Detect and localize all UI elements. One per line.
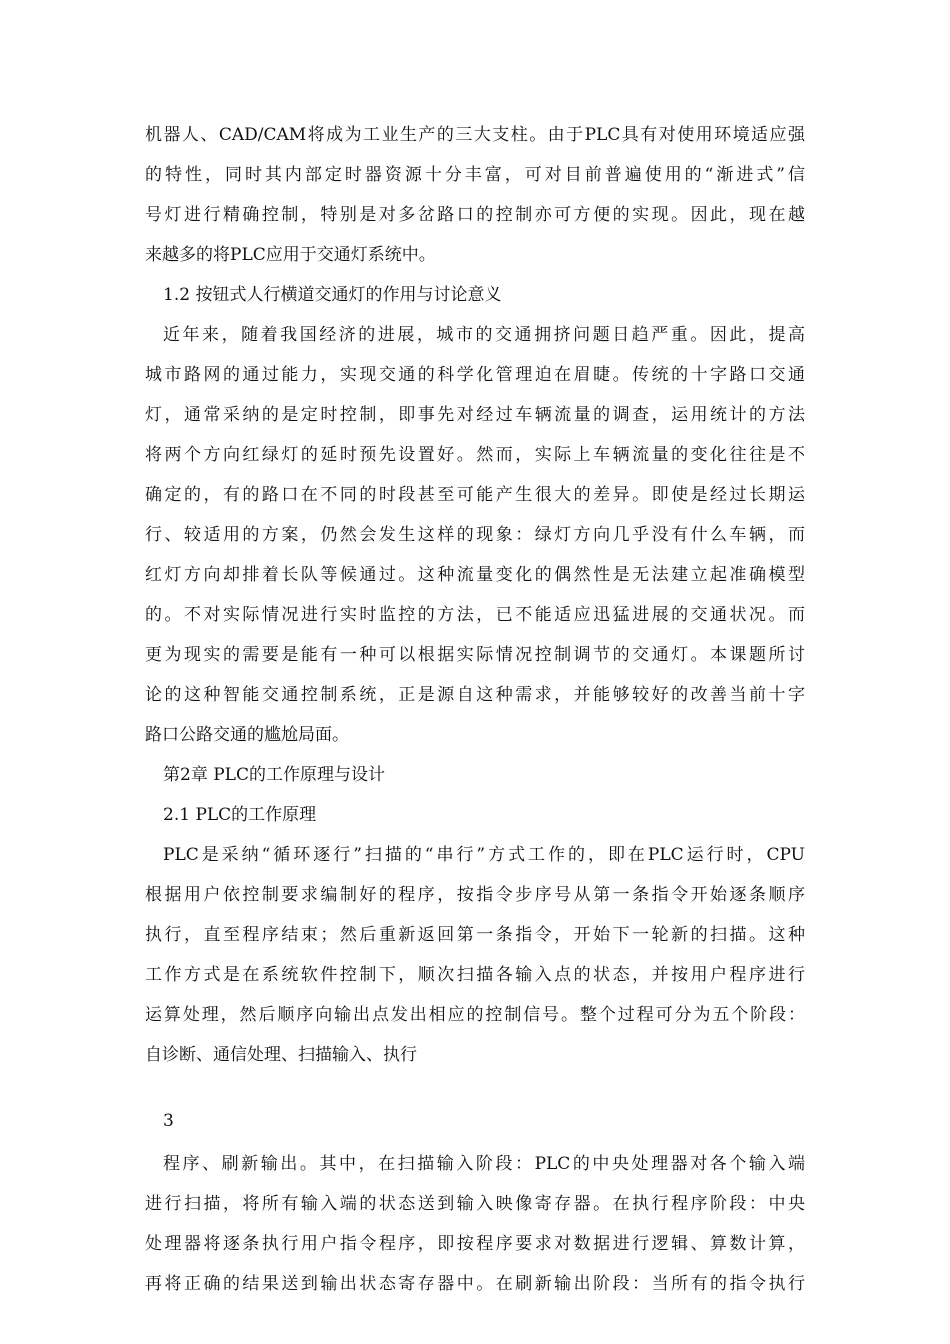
paragraph-line: 工作方式是在系统软件控制下，顺次扫描各输入点的状态，并按用户程序进行 bbox=[145, 965, 805, 985]
paragraph-line: 执行，直至程序结束；然后重新返回第一条指令，开始下一轮新的扫描。这种 bbox=[145, 925, 805, 945]
paragraph-line: 自诊断、通信处理、扫描输入、执行 bbox=[145, 1045, 417, 1065]
paragraph-line: 号灯进行精确控制，特别是对多岔路口的控制亦可方便的实现。因此，现在越 bbox=[145, 205, 805, 225]
paragraph-line: PLC是采纳“循环逐行”扫描的“串行”方式工作的，即在PLC运行时，CPU bbox=[163, 845, 805, 865]
paragraph-line: 行、较适用的方案，仍然会发生这样的现象：绿灯方向几乎没有什么车辆，而 bbox=[145, 525, 805, 545]
paragraph-line: 来越多的将PLC应用于交通灯系统中。 bbox=[145, 245, 436, 265]
paragraph-line: 的。不对实际情况进行实时监控的方法，已不能适应迅猛进展的交通状况。而 bbox=[145, 605, 805, 625]
paragraph-line: 城市路网的通过能力，实现交通的科学化管理迫在眉睫。传统的十字路口交通 bbox=[145, 365, 805, 385]
paragraph-line: 确定的，有的路口在不同的时段甚至可能产生很大的差异。即使是经过长期运 bbox=[145, 485, 805, 505]
paragraph-line: 路口公路交通的尴尬局面。 bbox=[145, 725, 349, 745]
paragraph-line: 处理器将逐条执行用户指令程序，即按程序要求对数据进行逻辑、算数计算， bbox=[145, 1234, 805, 1254]
paragraph-line: 机器人、CAD/CAM将成为工业生产的三大支柱。由于PLC具有对使用环境适应强 bbox=[145, 125, 805, 145]
paragraph-line: 红灯方向却排着长队等候通过。这种流量变化的偶然性是无法建立起准确模型 bbox=[145, 565, 805, 585]
paragraph-line: 近年来，随着我国经济的进展，城市的交通拥挤问题日趋严重。因此，提高 bbox=[163, 325, 805, 345]
section-heading: 1.2 按钮式人行横道交通灯的作用与讨论意义 bbox=[163, 285, 502, 305]
page-number: 3 bbox=[163, 1111, 174, 1131]
paragraph-line: 更为现实的需要是能有一种可以根据实际情况控制调节的交通灯。本课题所讨 bbox=[145, 645, 805, 665]
paragraph-line: 的特性，同时其内部定时器资源十分丰富，可对目前普遍使用的“渐进式”信 bbox=[145, 165, 805, 185]
paragraph-line: 程序、刷新输出。其中，在扫描输入阶段：PLC的中央处理器对各个输入端 bbox=[163, 1154, 805, 1174]
paragraph-line: 进行扫描，将所有输入端的状态送到输入映像寄存器。在执行程序阶段：中央 bbox=[145, 1194, 805, 1214]
paragraph-line: 论的这种智能交通控制系统，正是源自这种需求，并能够较好的改善当前十字 bbox=[145, 685, 805, 705]
paragraph-line: 再将正确的结果送到输出状态寄存器中。在刷新输出阶段：当所有的指令执行 bbox=[145, 1274, 805, 1294]
paragraph-line: 灯，通常采纳的是定时控制，即事先对经过车辆流量的调查，运用统计的方法 bbox=[145, 405, 805, 425]
paragraph-line: 根据用户依控制要求编制好的程序，按指令步序号从第一条指令开始逐条顺序 bbox=[145, 885, 805, 905]
paragraph-line: 将两个方向红绿灯的延时预先设置好。然而，实际上车辆流量的变化往往是不 bbox=[145, 445, 805, 465]
chapter-heading: 第2章 PLC的工作原理与设计 bbox=[163, 765, 385, 785]
paragraph-line: 运算处理，然后顺序向输出点发出相应的控制信号。整个过程可分为五个阶段： bbox=[145, 1005, 805, 1025]
section-heading: 2.1 PLC的工作原理 bbox=[163, 805, 317, 825]
